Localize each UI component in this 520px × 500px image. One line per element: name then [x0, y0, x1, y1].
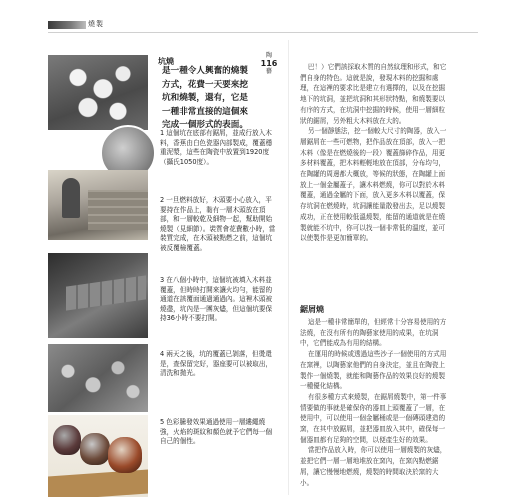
badge-number: 116 [260, 59, 278, 68]
pot-2 [80, 433, 110, 465]
photo-pot-base [48, 470, 148, 497]
caption-2: 2 一旦燃料放好，木頭要小心放入，平要持在作品上，黏有一層木頭放在頂部，和一層較乾及細物一起，幫助開始燒製（見細節）。裝質會花費數小時，當裝質完成，在木頭被點燃之前，這個坑被反覆檢覆蓋。 [160, 196, 276, 252]
body-paragraph: 另一個靜態法，挖一個較大尺寸的陶器，放入一層鋸屑在一些可燃物，把作品放在頂部，放入一把木料（像是在燃燒後的一段）覆蓋篩碎作品，用更多材料覆蓋，把木料輕輕地放在頂部，分布均勻，在陶罐的周邊都大概放，等候的狀態，在陶罐上面放上一個金屬蓋子，讓木料燃燒，你可以對於木料覆蓋，通過金屬的下面，放入更多木料以覆蓋，保存坑洞在燃燒時，坑洞讓能量散發出去，足以燒製成功，正在使用較低溫燒製，能留的通道就是在燒製就能不坑中，你可以找一個非常低的溫度，並可以使製作是更加簡單的。 [300, 127, 447, 243]
photo-wood-stack [88, 190, 148, 230]
section-body [300, 317, 450, 488]
intro-text: 是一種令人興奮的燒製方式，花費一天要來挖坑和燒製，還有，它是一種非常直接的這個來完成一個形式的表面。 [162, 66, 248, 130]
body-paragraph: 巴！）它們該採取木質的自然紋理和形式，和它們自身的特色。這就是說，發現木料的挖掘和處理，在這裡的要求比是建立有選擇的，以及在挖掘地下的坑洞，並把坑洞和其形狀特點，和燒製要以有序的方式，在坑洞中挖掘的時候，使用一層細粒狀的鋸屑，另外粗大木料放在大的。 [300, 63, 447, 125]
caption-1: 1 這個坑在底部有鋸屑，並成行放入木料，香蕉由白色瓷器內部製成，覆蓋穩重泥漿，這些在陶瓷中放置到1920度（攝氏1050度）。 [160, 129, 273, 166]
section-paragraph: 有很多種方式來燒製，在鋸屑燒製中，第一件事情要做的事就是確保你的器皿上頭覆蓋了一層，在使用中，可以使用一個金屬桶或是一個磚頭建造的窯，在其中放鋸屑，並把器皿放入其中，確保每一個器皿都有足夠的空間，以便產生好的效果。 [300, 392, 447, 444]
intro-title: 坑燒 [158, 57, 174, 66]
photo-pit-with-pots [48, 55, 148, 130]
caption-3: 3 在八個小時中，這個坑被填入木料並覆蓋，但時時打開來讓火均勻，能留的通道在該覆面通過通過內。這裡木頭被燒盡，坑內是一團灰燼，但這個坑要保持36小時不要打開。 [160, 276, 273, 322]
section-paragraph: 這是一種非常簡單的，但經常十分容易使用的方法燒，在沒有所有的陶藝家使用的成果，在坑洞中，它們能成為有用的結構。 [300, 318, 447, 348]
photo-ash-pit [48, 344, 148, 412]
section-paragraph: 在運用的時候或透過這些沙子一個使用的方式用在窯裡，以陶藝家他們的自身決定，並且在陶瓷上製作一個燒製，就能和陶藝作品的效果良好的燒製一種優化結構。 [300, 350, 447, 391]
header-title: 燒製 [88, 20, 104, 28]
photo-cover-board [66, 275, 146, 310]
badge-line2: 藝 [265, 68, 272, 75]
body-text-column [300, 62, 450, 244]
section-title: 鋸屑燒 [300, 305, 324, 314]
photo-figure [62, 178, 80, 218]
caption-5: 5 色彩騰發效果通過使用一層縷繩燒強，火焰的斑紋和顏色就予它們每一個自己的個性。 [160, 418, 273, 445]
header-decor-bar [48, 21, 86, 29]
column-divider [288, 40, 289, 495]
photo-covered-pit [48, 253, 148, 338]
photo-loading-wood [48, 170, 148, 240]
page-badge [258, 52, 280, 76]
pot-3 [108, 437, 142, 473]
pot-1 [53, 425, 81, 455]
header-divider [48, 32, 478, 33]
caption-4: 4 兩天之後，坑的覆蓋已剝落，但燙還是，查保留完好，器座要可以被取出，清洗和拋光。 [160, 350, 273, 377]
badge-line1: 陶 [265, 52, 272, 59]
photo-finished-pots [48, 415, 148, 497]
section-paragraph: 當把作品放入時，你可以使用一層燒製的灰燼，並把它們一層一層地堆放在窯內，在窯內點燃鋸屑，讓它慢慢地燃燒，燒製的時間取決於窯的大小。 [300, 446, 447, 487]
